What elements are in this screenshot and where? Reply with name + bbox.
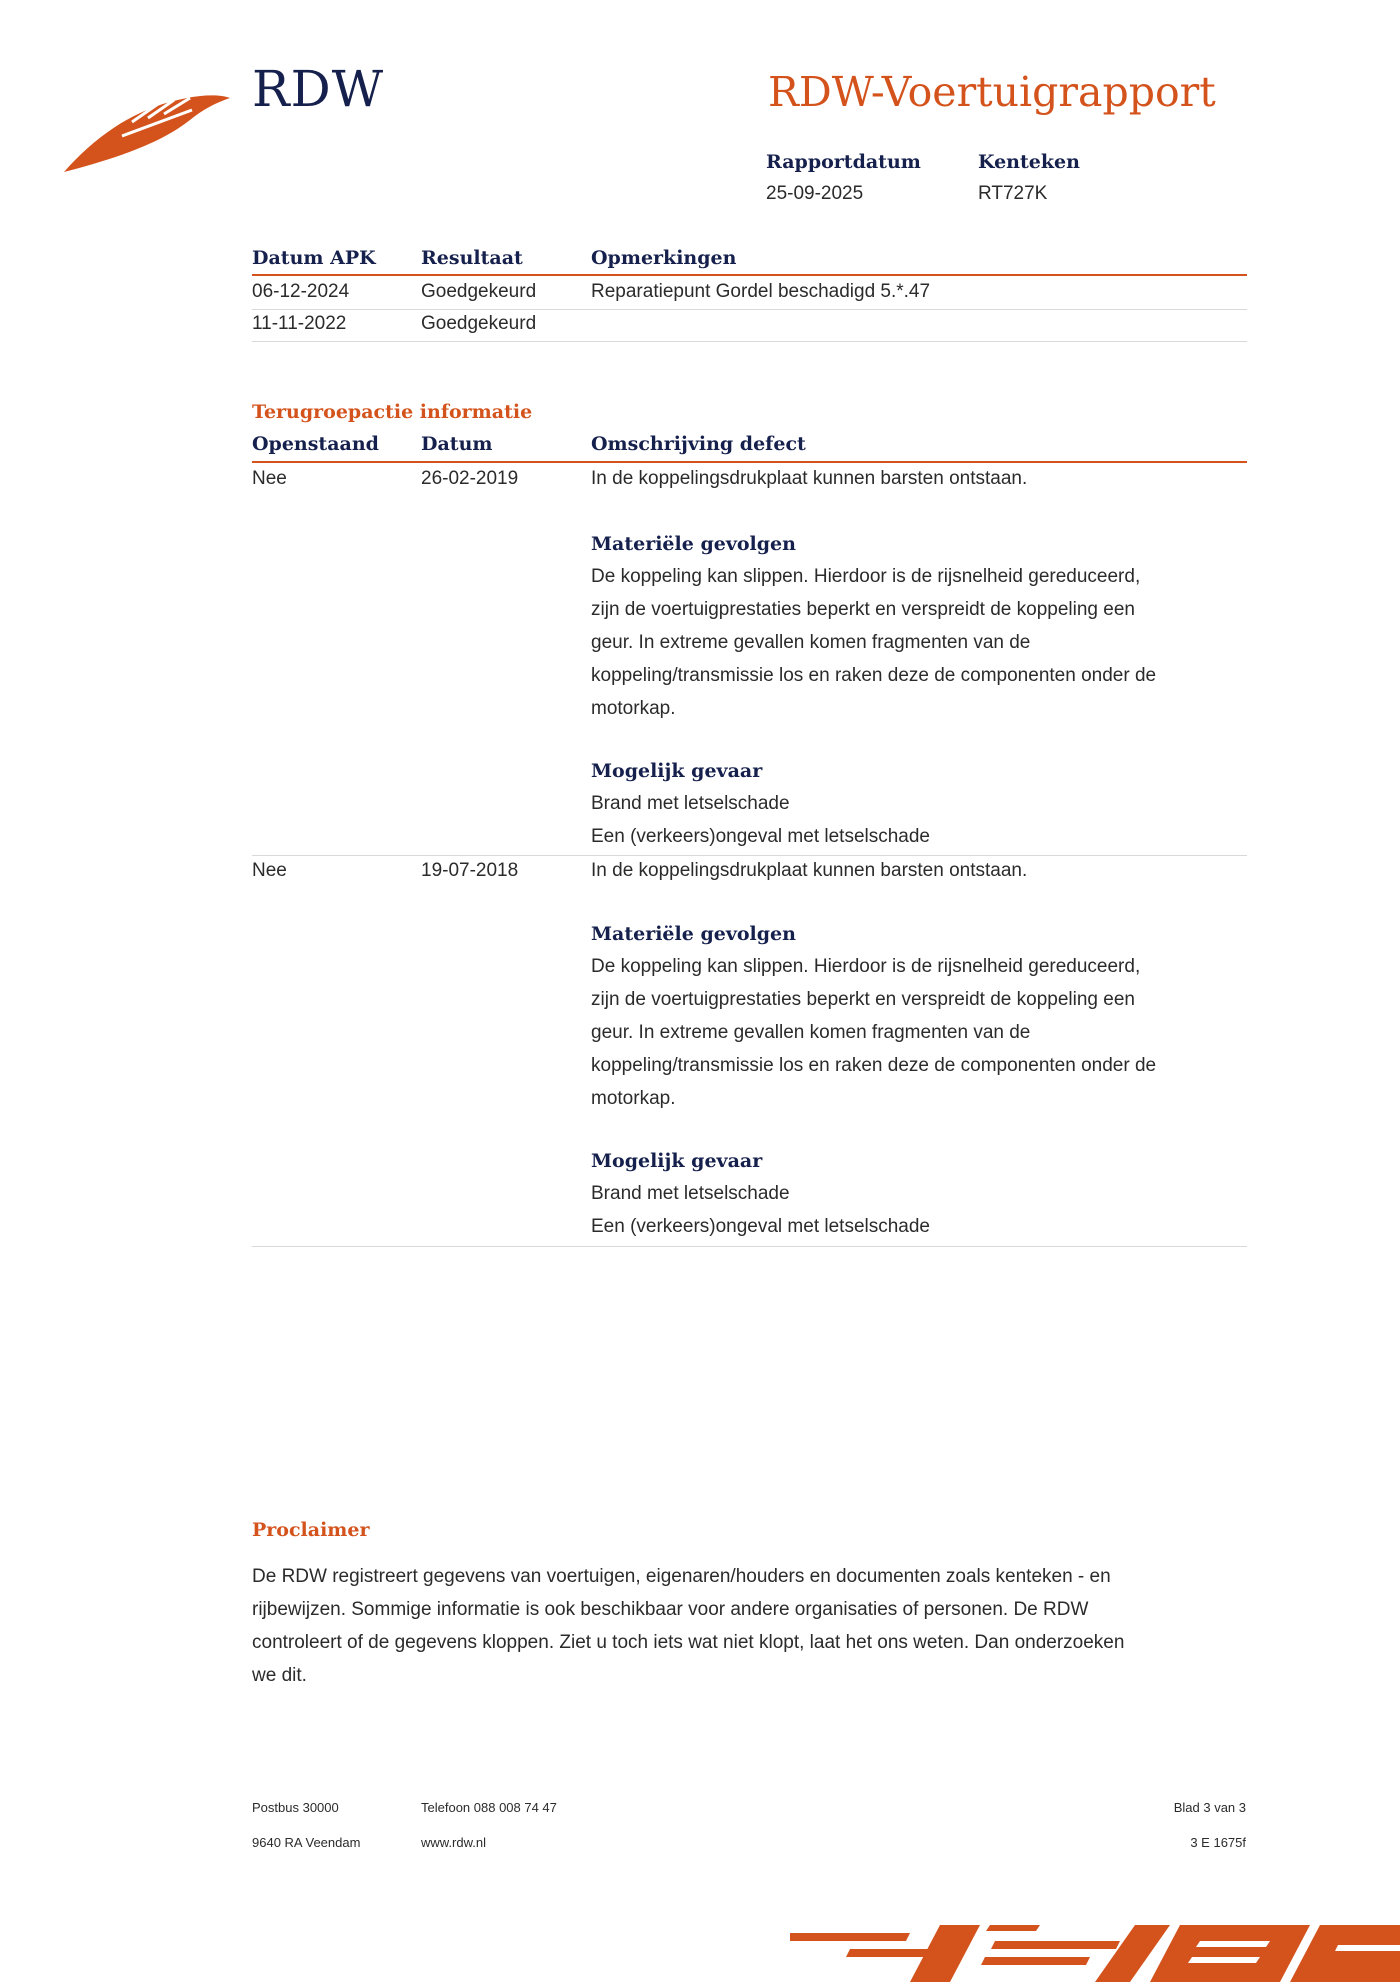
footer-website: www.rdw.nl (421, 1835, 487, 1850)
footer-document-code: 3 E 1675f (1190, 1835, 1246, 1850)
rdw-logo-icon (62, 90, 232, 180)
recall-row-1-date: 26-02-2019 (421, 468, 519, 489)
recall-header-date: Datum (421, 433, 493, 455)
recall-row-2-consequences (591, 950, 1231, 1115)
recall-row-1-danger-title: Mogelijk gevaar (591, 760, 763, 782)
consequence-line: zijn de voertuigprestaties beperkt en verspreidt de koppeling een (591, 599, 1135, 620)
recall-row-2-defect: In de koppelingsdrukplaat kunnen barsten ontstaan. (591, 860, 1028, 881)
footer-page-number: Blad 3 van 3 (1173, 1800, 1246, 1815)
recall-header-defect: Omschrijving defect (591, 433, 806, 455)
apk-row-1-date: 06-12-2024 (252, 281, 350, 302)
decorative-stripes-icon (790, 1905, 1400, 1982)
consequence-line: geur. In extreme gevallen komen fragmenten van de (591, 1022, 1031, 1043)
apk-header-date: Datum APK (252, 247, 376, 269)
consequence-line: De koppeling kan slippen. Hierdoor is de rijsnelheid gereduceerd, (591, 566, 1141, 587)
recall-row-1-consequences (591, 560, 1231, 725)
consequence-line: motorkap. (591, 1088, 676, 1109)
proclaimer-title: Proclaimer (252, 1519, 370, 1541)
danger-line: Brand met letselschade (591, 1183, 790, 1204)
recall-table-end-rule (252, 1246, 1247, 1247)
proclaimer-line: rijbewijzen. Sommige informatie is ook beschikbaar voor andere organisaties of personen. De RDW (252, 1599, 1089, 1620)
recall-header-open: Openstaand (252, 433, 379, 455)
footer-phone: Telefoon 088 008 74 47 (421, 1800, 557, 1815)
recall-header-rule (252, 461, 1247, 463)
consequence-line: De koppeling kan slippen. Hierdoor is de rijsnelheid gereduceerd, (591, 956, 1141, 977)
report-title: RDW-Voertuigrapport (768, 68, 1216, 116)
plate-value: RT727K (978, 183, 1048, 204)
recall-row-divider (252, 855, 1247, 856)
danger-line: Een (verkeers)ongeval met letselschade (591, 826, 931, 847)
proclaimer-line: we dit. (252, 1665, 307, 1686)
recall-row-2-open: Nee (252, 860, 287, 881)
recall-row-2-date: 19-07-2018 (421, 860, 519, 881)
consequence-line: zijn de voertuigprestaties beperkt en verspreidt de koppeling een (591, 989, 1135, 1010)
consequence-line: koppeling/transmissie los en raken deze de componenten onder de (591, 665, 1157, 686)
recall-row-2-consequences-title: Materiële gevolgen (591, 923, 796, 945)
recall-row-2-dangers (591, 1177, 1231, 1243)
apk-table-end-rule (252, 341, 1247, 342)
consequence-line: koppeling/transmissie los en raken deze de componenten onder de (591, 1055, 1157, 1076)
recall-row-2-danger-title: Mogelijk gevaar (591, 1150, 763, 1172)
danger-line: Brand met letselschade (591, 793, 790, 814)
recall-section-title: Terugroepactie informatie (252, 401, 533, 423)
footer-city: 9640 RA Veendam (252, 1835, 361, 1850)
recall-row-1-defect: In de koppelingsdrukplaat kunnen barsten ontstaan. (591, 468, 1028, 489)
apk-row-1-remark: Reparatiepunt Gordel beschadigd 5.*.47 (591, 281, 931, 302)
consequence-line: motorkap. (591, 698, 676, 719)
apk-row-2-result: Goedgekeurd (421, 313, 537, 334)
proclaimer-text (252, 1560, 1252, 1692)
apk-header-result: Resultaat (421, 247, 523, 269)
proclaimer-line: controleert of de gegevens kloppen. Ziet u toch iets wat niet klopt, laat het ons weten. Dan onderzoeken (252, 1632, 1125, 1653)
apk-row-divider (252, 309, 1247, 310)
report-date-label: Rapportdatum (766, 151, 921, 173)
apk-header-remarks: Opmerkingen (591, 247, 737, 269)
recall-row-1-consequences-title: Materiële gevolgen (591, 533, 796, 555)
consequence-line: geur. In extreme gevallen komen fragmenten van de (591, 632, 1031, 653)
apk-header-rule (252, 274, 1247, 276)
apk-row-1-result: Goedgekeurd (421, 281, 537, 302)
footer-postbus: Postbus 30000 (252, 1800, 339, 1815)
report-date-value: 25-09-2025 (766, 183, 864, 204)
brand-name: RDW (252, 60, 385, 118)
proclaimer-line: De RDW registreert gegevens van voertuigen, eigenaren/houders en documenten zoals kenteken - en (252, 1566, 1111, 1587)
danger-line: Een (verkeers)ongeval met letselschade (591, 1216, 931, 1237)
plate-label: Kenteken (978, 151, 1080, 173)
recall-row-1-dangers (591, 787, 1231, 853)
apk-row-2-date: 11-11-2022 (252, 313, 347, 334)
recall-row-1-open: Nee (252, 468, 287, 489)
